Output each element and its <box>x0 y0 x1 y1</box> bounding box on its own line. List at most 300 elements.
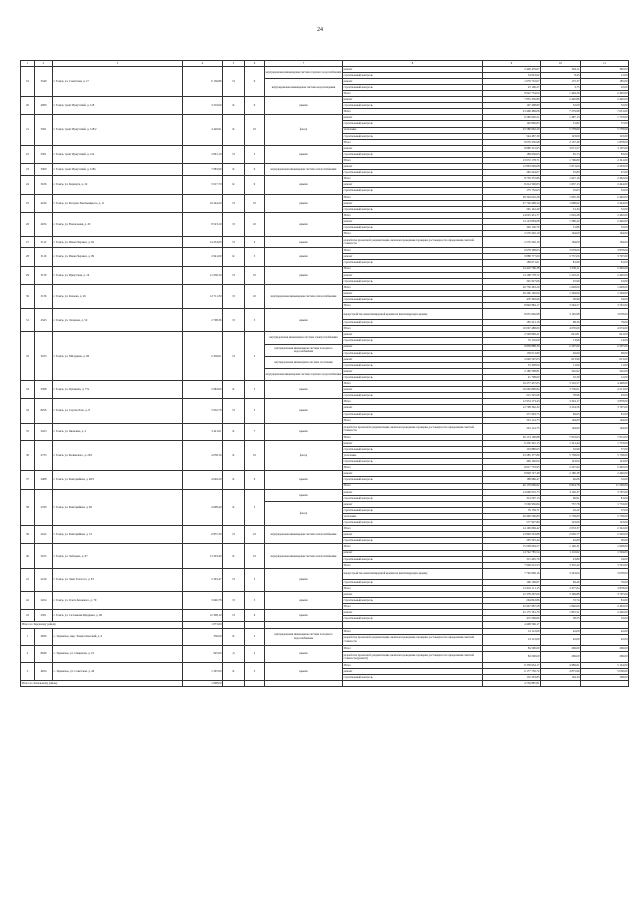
floors-cell: 5 <box>245 592 265 610</box>
cost-cell: 6 582 620,21 <box>483 115 541 121</box>
max-unit-cost-cell: 81,00 <box>581 495 629 501</box>
max-unit-cost-cell: 1 628,00 <box>581 284 629 290</box>
system-cell: крыша <box>265 266 343 284</box>
work-type-cell: ремонт <box>343 115 483 121</box>
cost-cell: 215 325,09 <box>483 393 541 399</box>
address-cell: г. Томск, ул. Ивана Черных, д. 99 <box>53 248 183 266</box>
cost-cell: 12 974 173,43 <box>483 399 541 405</box>
floors-cell: 10 <box>245 544 265 568</box>
floors-cell: 10 <box>245 194 265 212</box>
floors-cell: 9 <box>245 66 265 96</box>
cost-cell: 8 828 747,48 <box>483 471 541 477</box>
row-number-cell: 42 <box>21 592 35 610</box>
max-unit-cost-cell: 4 074,00 <box>581 326 629 332</box>
capital-repair-table-container <box>20 60 628 687</box>
row-number-cell: 23 <box>21 164 35 176</box>
unit-cost-cell: 175,37 <box>541 78 581 84</box>
cost-cell: 544 487,30 <box>483 133 541 139</box>
max-unit-cost-cell: 3 878,00 <box>581 248 629 254</box>
area-cell: 2 439,01 <box>183 332 223 381</box>
unit-cost-cell: 9 824,78 <box>541 483 581 489</box>
table-body <box>21 66 629 687</box>
row-number-cell: 31 <box>21 309 35 332</box>
empty-cell <box>265 681 343 687</box>
unit-cost-cell: 3 477,04 <box>541 585 581 591</box>
unit-cost-cell: 13,98 <box>541 338 581 344</box>
max-unit-cost-cell: 3 197,00 <box>581 145 629 151</box>
cost-cell: 54 023,62 <box>483 72 541 78</box>
cost-cell: 41 798,00 <box>483 375 541 381</box>
max-unit-cost-cell: 52,00 <box>581 616 629 622</box>
empty-cell <box>581 681 629 687</box>
wall-material-cell: К <box>223 248 245 266</box>
max-unit-cost-cell: 12,00 <box>581 72 629 78</box>
row-number-cell: 28 <box>21 248 35 266</box>
row-number-cell: 3 <box>21 662 35 680</box>
max-unit-cost-cell: 5 036,00 <box>581 668 629 674</box>
unit-cost-cell: 1 840,06 <box>541 604 581 610</box>
system-cell: крыша <box>265 489 343 501</box>
subtotal-cost: 4 759 887,81 <box>483 681 541 687</box>
area-cell: 2 393,47 <box>183 568 223 591</box>
max-unit-cost-cell: 1 733,00 <box>581 501 629 507</box>
max-unit-cost-cell: 12,00 <box>581 375 629 381</box>
max-unit-cost-cell: 79,00 <box>581 579 629 585</box>
unit-cost-cell: 5 738,00 <box>541 513 581 519</box>
unit-cost-cell: 123,00 <box>541 520 581 526</box>
max-unit-cost-cell: 4 448,00 <box>581 381 629 387</box>
work-type-cell: Итого <box>343 381 483 387</box>
area-cell: 12 711,30 <box>183 284 223 308</box>
cost-cell: 22 175 181,79 <box>483 610 541 616</box>
cost-cell: 2 528 809,41 <box>483 332 541 338</box>
work-type-cell: строительный контроль <box>343 170 483 176</box>
house-id-cell: 2488 <box>35 471 53 489</box>
max-unit-cost-cell: 2 492,00 <box>581 212 629 218</box>
area-cell: 4 049,20 <box>183 471 223 489</box>
area-cell: 3 640,78 <box>183 592 223 610</box>
row-number-cell: 21 <box>21 115 35 145</box>
max-unit-cost-cell: 52,00 <box>581 225 629 231</box>
wall-material-cell: К <box>223 176 245 194</box>
row-number-cell: 29 <box>21 266 35 284</box>
unit-cost-cell: 1 671,04 <box>541 164 581 170</box>
unit-cost-cell: 35,80 <box>541 170 581 176</box>
unit-cost-cell: 3 399,88 <box>541 592 581 598</box>
wall-material-cell: К <box>223 544 245 568</box>
max-unit-cost-cell: 641,00 <box>581 332 629 338</box>
work-type-cell: строительный контроль <box>343 598 483 604</box>
cost-cell: 2 180 598,81 <box>483 368 541 374</box>
unit-cost-cell: 7 653,63 <box>541 434 581 440</box>
max-unit-cost-cell: 1 733,00 <box>581 115 629 121</box>
cost-cell: 132 203,85 <box>483 674 541 680</box>
work-type-cell: строительный контроль <box>343 320 483 326</box>
cost-cell: 2 570 292,10 <box>483 237 541 248</box>
work-type-cell: ремонт <box>343 290 483 296</box>
unit-cost-cell: 5 516,57 <box>541 381 581 387</box>
max-unit-cost-cell: 50,00 <box>581 538 629 544</box>
work-type-cell: строительный контроль <box>343 260 483 266</box>
max-unit-cost-cell: 123,00 <box>581 133 629 139</box>
house-id-cell: 3398 <box>35 381 53 399</box>
cost-cell: 8 617 733,95 <box>483 465 541 471</box>
unit-cost-cell: 42,00 <box>541 634 581 645</box>
work-type-cell: ремонт <box>343 405 483 411</box>
empty-cell <box>245 681 265 687</box>
unit-cost-cell: 42,00 <box>541 628 581 634</box>
unit-cost-cell: 269,00 <box>541 645 581 651</box>
address-cell: г. Томск, ул. Олега Кошевого, д. 70 <box>53 592 183 610</box>
cost-cell: 8 880 312,95 <box>483 145 541 151</box>
wall-material-cell: К <box>223 97 245 115</box>
house-id-cell: 4240 <box>35 194 53 212</box>
wall-material-cell: К <box>223 471 245 489</box>
house-id-cell: 3309 <box>35 164 53 176</box>
system-cell: внутридомовая инженерная система отопления <box>265 356 343 368</box>
floors-cell: 9 <box>245 610 265 622</box>
column-number-9: 9 <box>483 61 541 67</box>
max-unit-cost-cell: 2 297,00 <box>581 344 629 350</box>
cost-cell: 2 426 479,67 <box>483 66 541 72</box>
work-type-cell: Итого <box>343 465 483 471</box>
work-type-cell: ремонт <box>343 332 483 338</box>
floors-cell: 10 <box>245 115 265 145</box>
max-unit-cost-cell: 2 492,00 <box>581 266 629 272</box>
work-type-cell: строительный контроль <box>343 84 483 90</box>
work-type-cell: ремонт <box>343 344 483 350</box>
max-unit-cost-cell: 5 738,00 <box>581 513 629 519</box>
house-id-cell: 8040 <box>35 645 53 662</box>
area-cell: 3 421,01 <box>183 423 223 440</box>
max-unit-cost-cell: 52,00 <box>581 188 629 194</box>
cost-cell: 84 500,00 <box>483 645 541 651</box>
work-type-cell: ремонт <box>343 550 483 556</box>
unit-cost-cell: 5 738,00 <box>541 453 581 459</box>
work-type-cell: Итого <box>343 266 483 272</box>
work-type-cell: строительный контроль <box>343 188 483 194</box>
unit-cost-cell: 1 236,11 <box>541 266 581 272</box>
work-type-cell: строительный контроль <box>343 375 483 381</box>
cost-cell: 14 112,00 <box>483 628 541 634</box>
unit-cost-cell: 31,82 <box>541 121 581 127</box>
wall-material-cell: П <box>223 194 245 212</box>
cost-cell: 3 560 936,84 <box>483 501 541 507</box>
unit-cost-cell: 32,99 <box>541 446 581 452</box>
work-type-cell: строительный контроль <box>343 520 483 526</box>
table-row <box>21 237 629 248</box>
work-type-cell: строительный контроль <box>343 350 483 356</box>
cost-cell: 12 803 009,68 <box>483 164 541 170</box>
system-cell: внутридомовая инженерная система холодного водоснабжения <box>265 628 343 645</box>
address-cell: г. Томск, ул. Клюева, д. 26 <box>53 284 183 308</box>
system-cell: внутридомовая инженерная система водоотведения <box>265 78 343 96</box>
work-type-cell: Итого <box>343 212 483 218</box>
cost-cell: 14 025 451,77 <box>483 212 541 218</box>
work-type-cell: Итого <box>343 194 483 200</box>
max-unit-cost-cell: 2 341,00 <box>581 158 629 164</box>
work-type-cell: утепление <box>343 513 483 519</box>
subtotal-cost: 4 498 566,17 <box>483 622 541 628</box>
unit-cost-cell: 104,34 <box>541 674 581 680</box>
max-unit-cost-cell: 37,00 <box>581 121 629 127</box>
area-cell: 2 983,00 <box>183 381 223 399</box>
max-unit-cost-cell: 1 594,00 <box>581 550 629 556</box>
floors-cell: 10 <box>245 440 265 470</box>
max-unit-cost-cell: 93,00 <box>581 393 629 399</box>
cost-cell: 14 123 804,08 <box>483 218 541 224</box>
address-cell: г. Томск, ул. Лебедева, д. 67 <box>53 544 183 568</box>
area-cell: 5 932,79 <box>183 399 223 423</box>
unit-cost-cell: 1 627,16 <box>541 176 581 182</box>
unit-cost-cell: 2 297,60 <box>541 344 581 350</box>
work-type-cell: Итого <box>343 434 483 440</box>
floors-cell: 2 <box>245 645 265 662</box>
subtotal-row <box>21 681 629 687</box>
row-number-cell: 27 <box>21 237 35 248</box>
work-type-cell: утепление <box>343 127 483 133</box>
unit-cost-cell: 38,55 <box>541 616 581 622</box>
max-unit-cost-cell: 2 342,00 <box>581 526 629 532</box>
unit-cost-cell: 25,90 <box>541 278 581 284</box>
work-type-cell: Итого <box>343 158 483 164</box>
work-type-cell: ремонт <box>343 254 483 260</box>
cost-cell: 26 960 566,80 <box>483 513 541 519</box>
cost-cell: 166 109,67 <box>483 579 541 585</box>
cost-cell: 10 062 809,84 <box>483 387 541 393</box>
unit-cost-cell: 31,86 <box>541 225 581 231</box>
subtotal-area: 1 898,00 <box>183 681 223 687</box>
work-type-cell: переустройство невентилируемой крыши на вентилируемую крышу <box>343 309 483 320</box>
work-type-cell: ремонт <box>343 66 483 72</box>
system-cell: крыша <box>265 212 343 236</box>
unit-cost-cell: 3 243,04 <box>541 568 581 579</box>
max-unit-cost-cell: 1 628,00 <box>581 544 629 550</box>
column-number-8: 8 <box>343 61 483 67</box>
floors-cell: 5 <box>245 309 265 332</box>
area-cell: 4 698,40 <box>183 489 223 526</box>
wall-material-cell: К <box>223 489 245 526</box>
wall-material-cell: К <box>223 628 245 645</box>
system-cell: крыша <box>265 399 343 423</box>
cost-cell: 189 671,01 <box>483 260 541 266</box>
cost-cell: 14 108 778,72 <box>483 272 541 278</box>
cost-cell: 8 070 250,98 <box>483 139 541 145</box>
column-number-6: 6 <box>245 61 265 67</box>
floors-cell: 9 <box>245 471 265 489</box>
area-cell: 925,00 <box>183 645 223 662</box>
house-id-cell: 2454 <box>35 592 53 610</box>
cost-cell: 23 466 489,08 <box>483 109 541 115</box>
system-cell: крыша <box>265 309 343 332</box>
work-type-cell: строительный контроль <box>343 278 483 284</box>
row-number-cell: 19 <box>21 66 35 96</box>
address-cell: с. Зарянское, ул. Советская, д. 49 <box>53 662 183 680</box>
work-type-cell: ремонт <box>343 489 483 495</box>
house-id-cell: 4839 <box>35 628 53 645</box>
unit-cost-cell: 123,00 <box>541 133 581 139</box>
column-number-7: 7 <box>265 61 343 67</box>
cost-cell: 133 880,65 <box>483 446 541 452</box>
row-number-cell: 39 <box>21 526 35 544</box>
house-id-cell: 3423 <box>35 423 53 440</box>
work-type-cell: Итого <box>343 562 483 568</box>
area-cell: 12 308,10 <box>183 610 223 622</box>
house-id-cell: 2165 <box>35 544 53 568</box>
unit-cost-cell: 1 487,13 <box>541 115 581 121</box>
cost-cell: 25 580 062,20 <box>483 127 541 133</box>
table-row <box>21 568 629 579</box>
system-cell: внутридомовая инженерная система теплоснабжения <box>265 526 343 544</box>
max-unit-cost-cell: 83,00 <box>581 151 629 157</box>
max-unit-cost-cell: 69,00 <box>581 350 629 356</box>
wall-material-cell: П <box>223 284 245 308</box>
max-unit-cost-cell: 81,00 <box>581 598 629 604</box>
area-cell: 8 523,10 <box>183 212 223 236</box>
unit-cost-cell: 1 140,31 <box>541 544 581 550</box>
system-cell: крыша <box>265 610 343 622</box>
max-unit-cost-cell: 81,00 <box>581 411 629 417</box>
work-type-cell: строительный контроль <box>343 495 483 501</box>
max-unit-cost-cell: 2 440,00 <box>581 272 629 278</box>
unit-cost-cell: 4 875,99 <box>541 668 581 674</box>
wall-material-cell: К <box>223 662 245 680</box>
wall-material-cell: К <box>223 164 245 176</box>
system-cell: крыша <box>265 248 343 266</box>
row-number-cell: 2 <box>21 645 35 662</box>
max-unit-cost-cell: 164,00 <box>581 423 629 434</box>
max-unit-cost-cell: 1 733,00 <box>581 440 629 446</box>
work-type-cell: ремонт <box>343 668 483 674</box>
work-type-cell: строительный контроль <box>343 225 483 231</box>
work-type-cell: строительный контроль <box>343 296 483 302</box>
unit-cost-cell: 3 757,00 <box>541 254 581 260</box>
work-type-cell: Итого <box>343 284 483 290</box>
cost-cell: 271 903,73 <box>483 411 541 417</box>
cost-cell: 14 410 766,38 <box>483 266 541 272</box>
address-cell: г. Томск, ул. Барнаула, д. 22 <box>53 176 183 194</box>
area-cell: 4 426,91 <box>183 115 223 145</box>
cost-cell: 314 507,13 <box>483 495 541 501</box>
subtotal-label: Итого по Заречному району <box>21 622 183 628</box>
work-type-cell: ремонт <box>343 368 483 374</box>
system-cell: фасад <box>265 440 343 470</box>
area-cell: 6 857,30 <box>183 526 223 544</box>
page-number: 24 <box>317 27 323 33</box>
house-id-cell: 3433 <box>35 332 53 381</box>
unit-cost-cell: 4 070,00 <box>541 326 581 332</box>
unit-cost-cell: 78,96 <box>541 393 581 399</box>
area-cell: 11 658,10 <box>183 266 223 284</box>
address-cell: г. Томск, тракт Иркутский, д. 118 <box>53 97 183 115</box>
wall-material-cell: П <box>223 266 245 284</box>
work-type-cell: строительный контроль <box>343 446 483 452</box>
cost-cell: 8 655 662,98 <box>483 309 541 320</box>
system-cell: крыша <box>265 194 343 212</box>
subtotal-area: 1 873,00 <box>183 622 223 628</box>
row-number-cell: 24 <box>21 176 35 194</box>
system-cell: крыша <box>265 237 343 248</box>
unit-cost-cell: 2 180,38 <box>541 471 581 477</box>
area-cell: 5 017,70 <box>183 176 223 194</box>
house-id-cell: 3116 <box>35 248 53 266</box>
area-cell: 2 891,10 <box>183 145 223 163</box>
row-number-cell: 34 <box>21 399 35 423</box>
wall-material-cell: П <box>223 610 245 622</box>
unit-cost-cell: 3 736,61 <box>541 387 581 393</box>
cost-cell: 13 849 543,88 <box>483 532 541 538</box>
max-unit-cost-cell: 10,00 <box>581 84 629 90</box>
work-type-cell: Итого <box>343 585 483 591</box>
row-number-cell: 41 <box>21 568 35 591</box>
work-type-cell: строительный контроль <box>343 206 483 212</box>
cost-cell: 189 036,63 <box>483 151 541 157</box>
max-unit-cost-cell: 52,00 <box>581 278 629 284</box>
work-type-cell: ремонт <box>343 78 483 84</box>
work-type-cell: Итого <box>343 139 483 145</box>
system-cell: крыша <box>265 592 343 610</box>
cost-cell: 302 136,79 <box>483 225 541 231</box>
cost-cell: 6 250 345,15 <box>483 440 541 446</box>
unit-cost-cell: 1 706,80 <box>541 158 581 164</box>
max-unit-cost-cell: 3 797,00 <box>581 489 629 495</box>
work-type-cell: Итого <box>343 483 483 489</box>
address-cell: г. Томск, тракт Иркутский, д. 128а <box>53 164 183 176</box>
cost-cell: 140 860,85 <box>483 121 541 127</box>
unit-cost-cell: 2 137,30 <box>541 139 581 145</box>
cost-cell: 591 142,29 <box>483 206 541 212</box>
unit-cost-cell: 49,69 <box>541 350 581 356</box>
row-number-cell: 22 <box>21 145 35 163</box>
system-cell: внутридомовая инженерная система горячего водоснабжения <box>265 66 343 78</box>
column-number-1: 1 <box>21 61 35 67</box>
unit-cost-cell: 641,81 <box>541 332 581 338</box>
max-unit-cost-cell: 164,00 <box>581 237 629 248</box>
cost-cell: 12 378 267,60 <box>483 592 541 598</box>
address-cell: г. Томск, ул. Ивана Черных, д. 92 <box>53 237 183 248</box>
system-cell: крыша <box>265 568 343 591</box>
unit-cost-cell: 1 116,62 <box>541 550 581 556</box>
unit-cost-cell: 23,89 <box>541 556 581 562</box>
unit-cost-cell: 123,00 <box>541 459 581 465</box>
max-unit-cost-cell: 164,00 <box>581 417 629 423</box>
work-type-cell: строительный контроль <box>343 103 483 109</box>
row-number-cell: 1 <box>21 628 35 645</box>
cost-cell: 6 339 954,17 <box>483 662 541 668</box>
max-unit-cost-cell: 2 444,00 <box>581 200 629 206</box>
floors-cell: 5 <box>245 145 265 163</box>
cost-cell: 264 843,86 <box>483 598 541 604</box>
work-type-cell: ремонт <box>343 97 483 103</box>
address-cell: г. Томск, тракт Иркутский, д. 118/2 <box>53 115 183 145</box>
cost-cell: 26 260 140,60 <box>483 290 541 296</box>
work-type-cell: ремонт <box>343 145 483 151</box>
work-type-cell: ремонт <box>343 182 483 188</box>
house-id-cell: 3301 <box>35 145 53 163</box>
cost-cell: 15 028 094,57 <box>483 544 541 550</box>
work-type-cell: Итого <box>343 109 483 115</box>
unit-cost-cell: 269,00 <box>541 651 581 662</box>
max-unit-cost-cell: 123,00 <box>581 459 629 465</box>
cost-cell: 23 285 377,80 <box>483 453 541 459</box>
cost-cell: 8 750 372,86 <box>483 176 541 182</box>
unit-cost-cell: 8,45 <box>541 72 581 78</box>
cost-cell: 470 349,60 <box>483 296 541 302</box>
work-type-cell: разработка проектной документации, включая проведение проверки достоверности определения сметной стоимости <box>343 634 483 645</box>
row-number-cell: 36 <box>21 440 35 470</box>
max-unit-cost-cell: 2 492,00 <box>581 194 629 200</box>
max-unit-cost-cell: 37,00 <box>581 507 629 513</box>
